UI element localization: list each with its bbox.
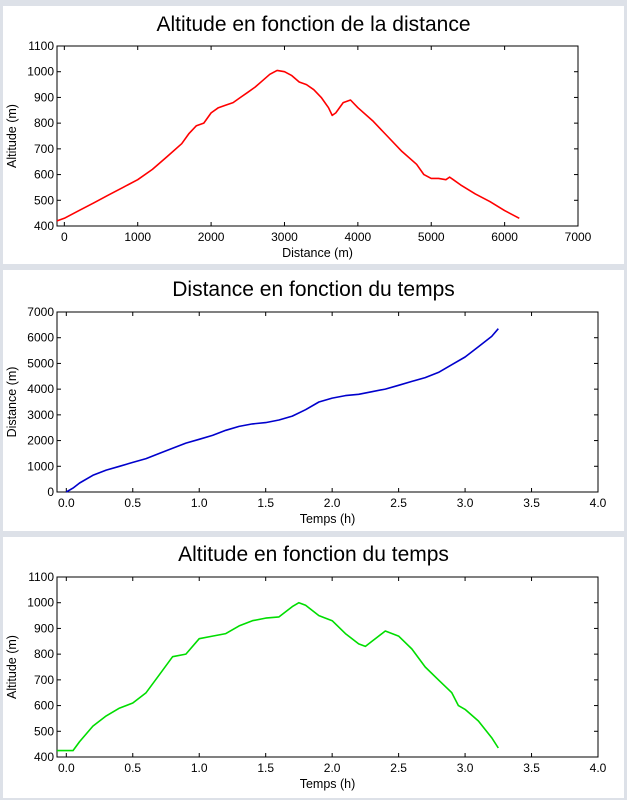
y-tick-label: 1000 (27, 459, 54, 474)
y-axis-label: Distance (m) (5, 366, 19, 438)
x-tick-label: 2.0 (323, 496, 341, 510)
x-tick-label: 0.5 (124, 496, 142, 510)
x-tick-label: 4.0 (589, 496, 607, 510)
x-axis-label: Temps (h) (299, 512, 356, 526)
y-axis-label: Altitude (m) (5, 104, 19, 168)
y-tick-label: 7000 (27, 305, 54, 319)
chart-title: Distance en fonction du temps (172, 278, 455, 301)
x-axis-label: Temps (h) (299, 777, 356, 791)
chart-title: Altitude en fonction du temps (178, 543, 449, 566)
x-tick-label: 3000 (271, 230, 298, 244)
x-tick-label: 3.5 (523, 496, 540, 510)
x-tick-label: 1.5 (257, 761, 275, 775)
plot-area-frame (57, 577, 598, 757)
x-tick-label: 1.5 (257, 496, 275, 510)
x-tick-label: 4.0 (589, 761, 607, 775)
x-tick-label: 7000 (564, 230, 592, 244)
x-tick-label: 6000 (491, 230, 518, 244)
x-tick-label: 2000 (197, 230, 225, 244)
x-tick-label: 5000 (417, 230, 445, 244)
y-tick-label: 700 (33, 141, 54, 156)
y-tick-label: 5000 (27, 356, 54, 371)
y-tick-label: 1100 (28, 570, 54, 584)
x-tick-label: 4000 (344, 230, 372, 244)
x-tick-label: 3.0 (456, 761, 474, 775)
y-tick-label: 900 (33, 90, 54, 105)
plot-area-frame (57, 312, 598, 492)
x-tick-label: 3.5 (523, 761, 540, 775)
x-tick-label: 1000 (124, 230, 152, 244)
y-tick-label: 500 (33, 193, 54, 208)
y-tick-label: 2000 (27, 433, 54, 448)
x-tick-label: 1.0 (190, 761, 208, 775)
y-tick-label: 6000 (27, 330, 54, 345)
y-tick-label: 1000 (27, 595, 54, 610)
x-tick-label: 2.0 (323, 761, 341, 775)
y-tick-label: 0 (47, 485, 54, 499)
x-tick-label: 2.5 (390, 496, 407, 510)
y-tick-label: 4000 (27, 382, 54, 397)
y-tick-label: 700 (33, 672, 54, 687)
x-tick-label: 2.5 (390, 761, 407, 775)
y-axis-label: Altitude (m) (5, 635, 19, 699)
x-tick-label: 0.0 (57, 761, 75, 775)
y-tick-label: 600 (33, 167, 54, 182)
x-tick-label: 1.0 (190, 496, 208, 510)
y-tick-label: 600 (33, 698, 54, 713)
y-tick-label: 800 (33, 647, 54, 662)
chart-title: Altitude en fonction de la distance (156, 13, 471, 36)
plot-area-frame (57, 46, 578, 226)
y-tick-label: 1100 (28, 39, 54, 53)
y-tick-label: 900 (33, 621, 54, 636)
x-tick-label: 0.5 (124, 761, 142, 775)
y-tick-label: 400 (33, 750, 54, 764)
y-tick-label: 500 (33, 724, 54, 739)
y-tick-label: 800 (33, 116, 54, 131)
x-axis-label: Distance (m) (282, 246, 353, 260)
y-tick-label: 400 (33, 219, 54, 233)
x-tick-label: 3.0 (456, 496, 474, 510)
y-tick-label: 3000 (27, 407, 54, 422)
x-tick-label: 0.0 (57, 496, 75, 510)
y-tick-label: 1000 (27, 64, 54, 79)
x-tick-label: 0 (60, 230, 68, 244)
